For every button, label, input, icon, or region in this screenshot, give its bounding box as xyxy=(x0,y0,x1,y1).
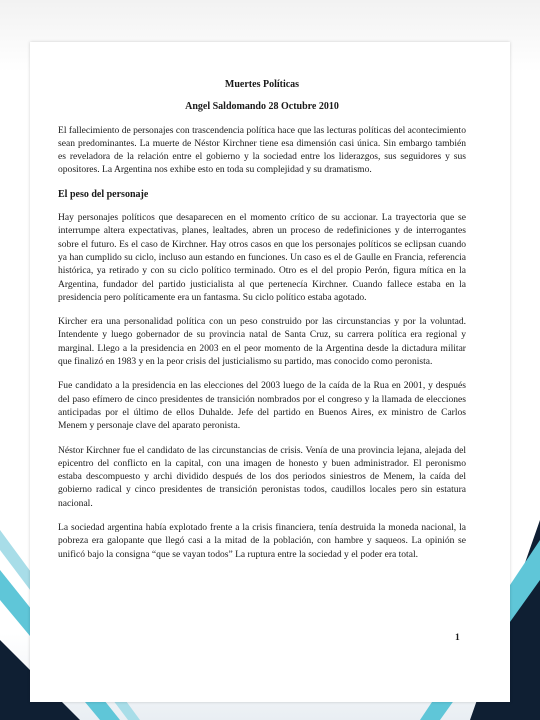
author-date-line: Angel Saldomando 28 Octubre 2010 xyxy=(185,101,339,113)
paragraph-4: Néstor Kirchner fue el candidato de las circunstancias de crisis. Venía de una provincia lejana, alejada del epicentro del conflicto en la capital, con una imagen de honesto y buen administrador. El peronismo estaba descompuesto y archi dividido después de los dos periodos siniestros de Menem, la caída del gobierno radical y cinco presidentes de transición peronistas todos, caudillos locales pero sin estatura nacional. xyxy=(58,444,466,509)
paragraph-1: Hay personajes políticos que desaparecen en el momento crítico de su accionar. La trayectoria que se interrumpe altera expectativas, planes, lealtades, abren un proceso de redefiniciones y de interrogantes sobre el futuro. Es el caso de Kirchner. Hay otros casos en que los personajes políticos se eclipsan cuando ya han cumplido su ciclo, incluso aun estando en funciones. Un caso es el de Gaulle en Francia, referencia histórica, ya retirado y con su ciclo político terminado. Otro es el del propio Perón, figura mítica en la Argentina, fundador del partido justicialista al que pertenecía Kirchner. Cuando fallece estaba en la presidencia pero políticamente era un fantasma. Su ciclo político estaba agotado. xyxy=(58,212,466,303)
page-number: 1 xyxy=(455,633,460,643)
paragraph-2: Kircher era una personalidad política con un peso construido por las circunstancias y por la voluntad. Intendente y luego gobernador de su provincia natal de Santa Cruz, su carrera política era regional y marginal. Llego a la presidencia en 2003 en el peor momento de la Argentina desde la dictadura militar que finalizó en 1983 y en la peor crisis del justicialismo su partido, mas conocido como peronista. xyxy=(58,316,466,368)
intro-paragraph: El fallecimiento de personajes con trascendencia política hace que las lecturas políticas del acontecimiento sean predominantes. La muerte de Néstor Kirchner tiene esa dimensión casi única. Sin embargo también es reveladora de la relación entre el gobierno y la sociedad entre los liderazgos, sus seguidores y sus opositores. La Argentina nos exhibe esto en toda su complejidad y su dramatismo. xyxy=(58,124,466,176)
document-body xyxy=(58,78,466,572)
paragraph-5: La sociedad argentina había explotado frente a la crisis financiera, tenía destruida la moneda nacional, la pobreza era galopante que llegó casi a la mitad de la población, con hambre y saqueos. La opinión se unificó bajo la consigna “que se vayan todos” La ruptura entre la sociedad y el poder era total. xyxy=(58,522,466,560)
document-title: Muertes Políticas xyxy=(224,79,300,90)
section-heading: El peso del personaje xyxy=(58,188,149,200)
paragraph-3: Fue candidato a la presidencia en las elecciones del 2003 luego de la caída de la Rua en 2001, y después del paso efímero de cinco presidentes de transición nombrados por el congreso y la llamada de elecciones anticipadas por el último de ellos Duhalde. Jefe del partido en Buenos Aires, ex ministro de Carlos Menem y personaje clave del aparato peronista. xyxy=(58,380,466,432)
